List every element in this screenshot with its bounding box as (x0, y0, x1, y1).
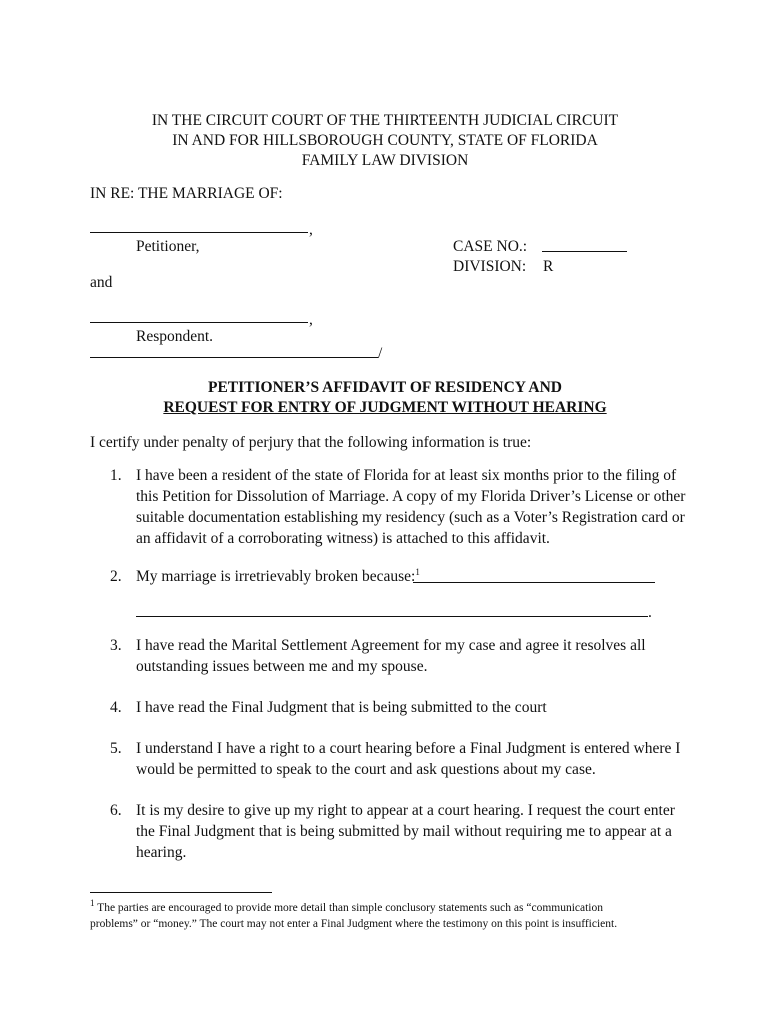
case-no-field-line[interactable] (542, 251, 627, 252)
item-line: I have read the Final Judgment that is being submitted to the court (136, 699, 547, 716)
footnote-marker: 1 (90, 898, 95, 909)
item-line: I have been a resident of the state of Florida for at least six months prior to the filing of (136, 467, 677, 484)
item-line: this Petition for Dissolution of Marriage. A copy of my Florida Driver’s License or other (136, 488, 686, 505)
case-no-label: CASE NO.: (453, 238, 528, 255)
document-title-line-1: PETITIONER’S AFFIDAVIT OF RESIDENCY AND (208, 379, 562, 396)
footnote-separator (90, 892, 272, 893)
item-number: 2. (110, 568, 122, 585)
respondent-name-line[interactable] (90, 322, 308, 323)
item-line: I understand I have a right to a court hearing before a Final Judgment is entered where I (136, 740, 681, 757)
court-header-line-2: IN AND FOR HILLSBOROUGH COUNTY, STATE OF FLORIDA (172, 132, 598, 149)
reason-field-line-1[interactable] (413, 582, 655, 583)
certification-statement: I certify under penalty of perjury that the following information is true: (90, 434, 532, 451)
item-line (136, 566, 684, 587)
item-text (136, 465, 684, 549)
item-text (136, 800, 684, 863)
item-text (136, 697, 684, 718)
court-header-line-1: IN THE CIRCUIT COURT OF THE THIRTEENTH JUDICIAL CIRCUIT (151, 112, 619, 129)
division-label: DIVISION: (453, 258, 527, 275)
marriage-broken-text: My marriage is irretrievably broken because: (136, 568, 416, 585)
item-text (136, 566, 684, 587)
item-number: 4. (110, 699, 122, 716)
item-line: would be permitted to speak to the court and ask questions about my case. (136, 761, 596, 778)
reason-period: . (648, 604, 652, 621)
in-re-label: IN RE: THE MARRIAGE OF: (90, 185, 283, 202)
petitioner-comma: , (309, 221, 313, 238)
item-line: It is my desire to give up my right to appear at a court hearing. I request the court enter (136, 802, 675, 819)
item-line: the Final Judgment that is being submitted by mail without requiring me to appear at a (136, 823, 672, 840)
item-line: I have read the Marital Settlement Agreement for my case and agree it resolves all (136, 637, 646, 654)
petitioner-label: Petitioner, (136, 238, 200, 255)
petitioner-name-line[interactable] (90, 232, 308, 233)
footnote-line-1 (90, 900, 690, 916)
respondent-label: Respondent. (136, 328, 214, 345)
footnote-text-1: The parties are encouraged to provide more detail than simple conclusory statements such as “communication (97, 902, 604, 914)
item-line: an affidavit of a corroborating witness) is attached to this affidavit. (136, 530, 550, 547)
item-line: suitable documentation establishing my residency (such as a Voter’s Registration card or (136, 509, 685, 526)
reason-field-line-2[interactable] (136, 616, 648, 617)
item-number: 1. (110, 467, 122, 484)
item-text (136, 738, 684, 780)
item-line: outstanding issues between me and my spouse. (136, 658, 428, 675)
and-label: and (90, 274, 113, 291)
item-line: hearing. (136, 844, 187, 861)
caption-slash: / (378, 345, 383, 362)
court-header-line-3: FAMILY LAW DIVISION (301, 152, 469, 169)
caption-bottom-line (90, 357, 378, 358)
item-number: 6. (110, 802, 122, 819)
division-value: R (543, 258, 554, 275)
document-title-line-2: REQUEST FOR ENTRY OF JUDGMENT WITHOUT HEARING (163, 399, 607, 416)
item-number: 3. (110, 637, 122, 654)
item-number: 5. (110, 740, 122, 757)
item-text (136, 635, 684, 677)
respondent-comma: , (309, 311, 313, 328)
footnote-line-2: problems” or “money.” The court may not enter a Final Judgment where the testimony on this point is insufficient. (90, 918, 618, 930)
footnote-reference: 1 (415, 566, 420, 577)
